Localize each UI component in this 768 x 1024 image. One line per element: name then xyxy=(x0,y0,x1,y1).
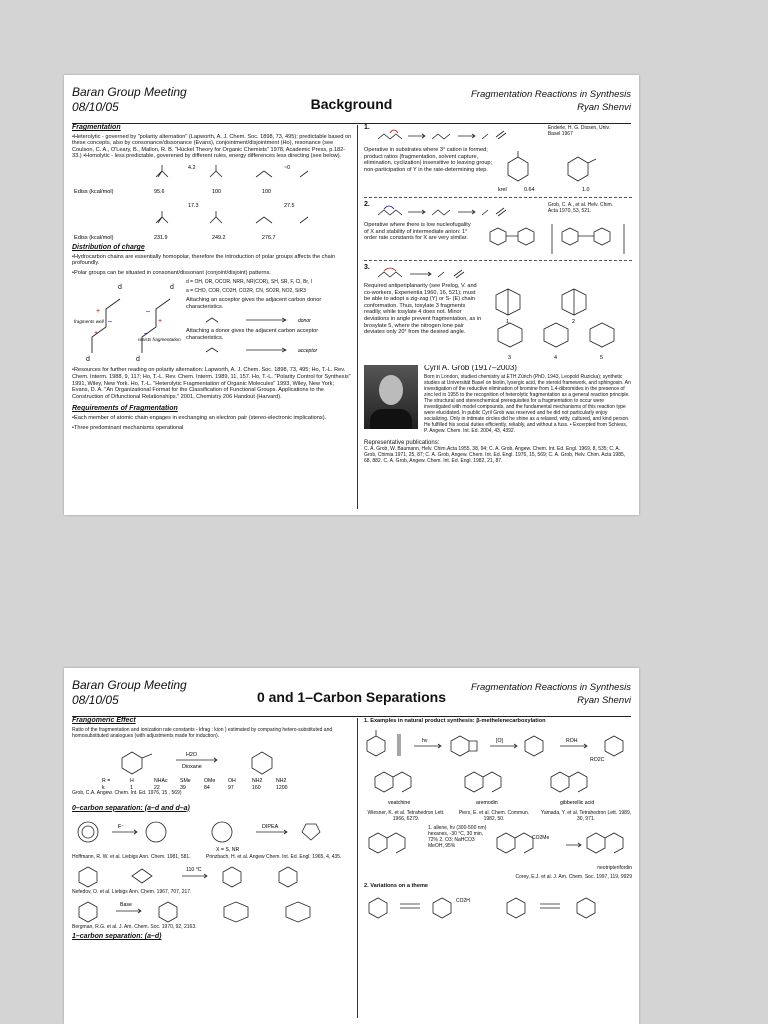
topic-title: Fragmentation Reactions in Synthesis xyxy=(471,89,631,100)
compound-label-3: 3 xyxy=(508,355,511,361)
page-header xyxy=(72,676,631,717)
requirements-text-1: •Each member of atomic chain engages in exchanging an electron pair (stereo-electronic implications). xyxy=(72,414,327,421)
oxidation-label: [O] xyxy=(496,737,503,744)
natural-products-figure xyxy=(364,764,632,810)
reagent-bottom: Dioxane xyxy=(182,763,202,770)
svg-text:1: 1 xyxy=(130,784,133,790)
page-background xyxy=(64,75,639,515)
mechanism-2 xyxy=(364,202,632,222)
mid-val-2: 27.5 xyxy=(284,202,295,209)
acceptor-effect-text: Attaching an acceptor gives the adjacent carbon donor characteristics. xyxy=(186,297,322,310)
svg-text:+: + xyxy=(94,330,99,338)
svg-text:–: – xyxy=(144,330,148,338)
top-val-1: 4.2 xyxy=(188,164,196,171)
grob-title: Cyril A. Grob (1917–2003) xyxy=(424,365,517,372)
donor-scheme xyxy=(186,314,336,326)
svg-text:SMe: SMe xyxy=(180,777,191,784)
meeting-date: 08/10/05 xyxy=(72,693,119,707)
zero-carbon-scheme-3 xyxy=(72,898,352,924)
ref-yamada: Yamada, Y. et al. Tetrahedron Lett. 1989, 30, 971. xyxy=(540,809,632,822)
mechanism-1-examples xyxy=(498,147,628,193)
frangomeric-ref: Grob, C.A. Angew. Chem. Int. Ed. 1976, 15 , 569) xyxy=(72,789,182,796)
ref-wiesner: Wiesner, K. et al. Tetrahedron Lett. 1966, 6279. xyxy=(367,809,445,822)
mechanism-2-text: Operative where there is low nucleofugality of X and stability of intermediate anion: 1° order rate constants for X are very similar. xyxy=(364,222,471,242)
right-column xyxy=(364,125,632,467)
charge-text-1: •Hydrocarbon chains are essentially homopolar, therefore the introduction of polar groups affects the chain profoundly. xyxy=(72,253,336,267)
acceptor-word: acceptor xyxy=(298,348,318,355)
mechanism-2-scheme xyxy=(374,202,544,222)
resists-fragmentation-label: resists fragmentation xyxy=(138,337,181,343)
mid-val-1: 17.3 xyxy=(188,202,199,209)
variations-scheme xyxy=(364,892,632,920)
ediss-label-2: Ediss (kcal/mol) xyxy=(74,234,114,241)
donor-effect-text: Attaching a donor gives the adjacent carbon acceptor characteristics. xyxy=(186,328,319,341)
zero-carbon-scheme-1 xyxy=(72,814,352,854)
left-column xyxy=(72,125,352,434)
svg-text:39: 39 xyxy=(180,784,186,790)
reaction-steps: 1. allene, hν (300-500 nm) hexanes, -30 °C, 30 min, 72% 2. O3; NaHCO3 MeOH, 95% xyxy=(428,824,487,849)
requirements-text-2: •Three predominant mechanisms operational xyxy=(72,424,184,431)
base-label: Base xyxy=(120,902,132,909)
donor-definition: d = OH, OR, OCOR, NRR, NR(COR), SH, SR, F, Cl, Br, I xyxy=(186,279,312,286)
ref-nefedov: Nefedov, O. et al. Liebigs Ann. Chem. 1967, 707, 217. xyxy=(72,889,192,896)
row2-val-3: 276.7 xyxy=(262,234,276,241)
mechanism-3-text: Required antiperiplanarity (see Prelog, V. and co-workers, Experientia 1960, 16, 521); must be able to adopt a zig-zag (Y) or S- (E) chain conformation. Thus, tosylate 3 fragments readily, while tosylate 4 does not. Minor deviations in angle prevent fragmentation, as in brosylate 5, where the nitrogen lone pair deviates only 20° from the desired angle. xyxy=(364,283,482,336)
natural-product-refs xyxy=(364,810,632,825)
krel-label: krel xyxy=(498,187,507,193)
row2-val-2: 249.2 xyxy=(212,234,226,241)
page-separations xyxy=(64,668,639,1024)
section-title-requirements: Requirements of Fragmentation xyxy=(72,405,178,413)
intermediate xyxy=(492,825,558,865)
svg-text:–: – xyxy=(146,308,150,316)
mechanism-3-detail xyxy=(364,283,632,363)
mechanism-2-number: 2. xyxy=(364,201,370,208)
ref-bergman: Bergman, R.G. et al. J. Am. Chem. Soc. 1970, 92, 2163. xyxy=(72,924,197,931)
zero-carbon-scheme-2 xyxy=(72,863,352,889)
ref-piers: Piers, E. et al. Chem. Commun. 1982, 50. xyxy=(458,809,530,822)
section-title-charge: Distribution of charge xyxy=(72,243,145,251)
reagent-dipea: DIPEA xyxy=(262,824,279,831)
mechanism-1-ref: Enderle, H. G. Dissen, Univ. Basel 1967 xyxy=(547,125,610,137)
ro2c-label: RO2C xyxy=(590,756,605,763)
author-name: Ryan Shenvi xyxy=(577,102,631,113)
svg-text:d: d xyxy=(118,284,122,292)
grob-portrait xyxy=(364,365,418,429)
mechanism-2-ref: Grob, C. A., et al. Helv. Chim. Acta 1970, 53, 521. xyxy=(547,202,614,214)
grob-text: Born in London, studied chemistry at ETH Zürich (PhD, 1943, Leopold Ruzicka); synthetic studies at Universität Basel on biotin, lysergic acid, the steroid framework, and sphingosin. An investigation of the reductive elimination of bromine from 1,4-dibromides in the presence of zinc led in 1955 to the recognition of heterolytic fragmentation as a general reaction principle. The structural and stereochemical prerequisites for a fragmentation to occur were investigated with model compounds, and the fundamental mechanisms of this reaction type were elucidated. In public Cyril Grob was reserved and he did not particularly enjoy socializing. Only in intimate circles did he shine as a relaxed, witty, cultured, and kind person. He fulfilled his social duties efficiently, reliably, and without a fuss. • Excerpted from Schiess, P. Angew. Chem. Int. Ed. 2004, 43, 4392. xyxy=(424,373,631,434)
svg-text:d: d xyxy=(86,356,90,364)
hv-label: hν xyxy=(422,737,428,744)
grob-biography xyxy=(364,365,632,437)
frangomeric-scheme xyxy=(72,742,352,790)
left-column xyxy=(72,718,352,943)
separator xyxy=(364,197,632,198)
krel-val-2: 1.0 xyxy=(582,187,590,193)
energy-structures-figure xyxy=(72,163,352,245)
svg-text:R =: R = xyxy=(102,777,111,784)
natural-product-title: 1. Examples in natural product synthesis: β-methelenecarboxylation xyxy=(364,718,546,724)
compound-label-4: 4 xyxy=(554,355,557,361)
ref-hoffmann: Hoffmann, R. W. et al. Liebigs Ann. Chem. 1981, 581. xyxy=(72,854,191,861)
svg-text:22: 22 xyxy=(154,784,160,790)
compound-label-1: 1 xyxy=(506,319,509,325)
section-title-fragmentation: Fragmentation xyxy=(72,124,121,131)
natural-name-3: gibberellic acid xyxy=(560,799,595,806)
mechanism-2-detail xyxy=(364,222,632,256)
svg-text:NH2: NH2 xyxy=(252,777,263,784)
natural-name-1: veatchine xyxy=(388,799,411,806)
mechanism-3 xyxy=(364,265,632,283)
resources-text: •Resources for further reading on polarity alternation: Lapworth, A. J. Chem. Soc. 1898, 73, 495; Ho, T.-L. Rev. Chem. Interm. 1988, 9, 117; Ho, T.-L. Rev. Chem. Interm. 1989, 11, 157. Ho, T.-L. "Polarity Control for Synthesis" 1991, Wiley, New York. Ho, T.-L. "Heterolytic Fragmentation of Organic Molecules" 1993, Wiley, New York; Evans, D. A. "An Organizational Format for the Classification of Functional Groups. Applications to the Construction of Difunctional Relationships." 2001, Chemistry 206 Handout (Harvard). xyxy=(72,367,351,400)
zero-carbon-refs-1 xyxy=(72,854,352,863)
svg-text:NH2: NH2 xyxy=(276,777,287,784)
x-label: X = S, NR xyxy=(216,847,240,854)
mechanism-1-number: 1. xyxy=(364,124,370,131)
product-ref: Corey, E.J. et al. J. Am. Chem. Soc. 1997, 119, 9929 xyxy=(515,873,632,880)
donor-word: donor xyxy=(298,317,311,324)
svg-text:84: 84 xyxy=(204,784,210,790)
mechanism-3-examples xyxy=(486,283,631,363)
svg-text:d: d xyxy=(170,284,174,292)
page-header xyxy=(72,83,631,124)
group-meeting-title: Baran Group Meeting xyxy=(72,85,187,99)
row1-val-2: 100 xyxy=(212,188,221,195)
compound-label-5: 5 xyxy=(600,355,603,361)
polarity-chains-figure xyxy=(72,279,182,363)
svg-text:NHAc: NHAc xyxy=(154,777,168,784)
svg-text:+: + xyxy=(158,318,163,326)
pubs-text: C. A. Grob, W. Baumann, Helv. Chim.Acta 1955, 38, 94; C. A. Grob, Angew. Chem. Int. Ed. Engl. 1969, 8, 535; C. A. Grob, Chimia 1971, 25, 87; C. A. Grob, Angew. Chem. Int. Ed. Engl. 1976, 15, 569; C. A. Grob, Helv. Chim. Acta 1985, 68, 882. C. A. Grob, Angew. Chem. Int. Ed. Engl. 1982, 21, 87. xyxy=(364,446,626,465)
reagent-top: H2O xyxy=(186,751,198,758)
section-title-zero-carbon: 0–carbon separation: (a–d and d–a) xyxy=(72,804,190,812)
temp-label: 110 °C xyxy=(186,867,202,874)
r-label-row xyxy=(102,778,286,784)
fragments-well-label: fragments well xyxy=(74,319,104,325)
natural-name-2: aremodin xyxy=(476,799,498,806)
krel-val-1: 0.64 xyxy=(524,187,535,193)
meeting-date: 08/10/05 xyxy=(72,100,119,114)
product-name: neotripterifordin xyxy=(597,864,632,871)
svg-text:1200: 1200 xyxy=(276,784,288,790)
page-title: Background xyxy=(310,96,393,112)
column-divider xyxy=(357,718,358,1018)
mechanism-1-text: Operative in substrates where 3° cation is formed; product ratios (fragmentation, solvent capture, elimination, cyclization) insensitive to leaving group; non-participation of Y in the rate-determining step. xyxy=(364,147,493,173)
top-val-2: ~0 xyxy=(284,164,291,171)
section-title-one-carbon: 1–carbon separation: (a–d) xyxy=(72,933,162,941)
svg-text:OH: OH xyxy=(228,777,236,784)
mechanism-1-scheme xyxy=(374,125,544,147)
section-title-frangomeric: Frangomeric Effect xyxy=(72,717,136,724)
starting-material xyxy=(364,825,424,865)
svg-text:+: + xyxy=(96,308,101,316)
svg-text:H: H xyxy=(130,777,134,784)
frangomeric-text: Ratio of the fragmentation and ionization rate constants - kfrag : kion ) estimated by comparing hetero-substituted and homosubstituted analogues (with adjustments made for induction). xyxy=(72,726,333,739)
product xyxy=(562,825,632,865)
mechanism-3-scheme xyxy=(374,265,504,283)
svg-text:97: 97 xyxy=(228,784,234,790)
co2me-label: CO2Me xyxy=(532,834,550,841)
ediss-label-1: Ediss (kcal/mol) xyxy=(74,188,114,195)
group-meeting-title: Baran Group Meeting xyxy=(72,678,187,692)
reagent-fluoride: F⁻ xyxy=(118,824,125,831)
compound-label-2: 2 xyxy=(572,319,575,325)
charge-figure-row xyxy=(72,279,352,363)
mechanism-1 xyxy=(364,125,632,147)
separator xyxy=(364,260,632,261)
pubs-title: Representative publications: xyxy=(364,439,440,446)
co2h-label: CO2H xyxy=(456,898,470,905)
fragmentation-text: •Heterolytic - governed by "polarity alternation" (Lapworth, A. J. Chem. Soc. 1898, 73, 495): predictable based on these concepts, also by consonance/dissonance (Evans), conjointment/disjointment (Ho), resonance (see Coulson, C. A., O'Leary, B., Mallon, R. B. "Hückel Theory for Organic Chemists" 1978, Academic Press, p.182-33.) •Homolytic - less predictable, goverened by different rules, energy differences less directing (see below). xyxy=(72,133,352,160)
page-title: 0 and 1–Carbon Separations xyxy=(256,689,447,705)
neotripterifordin-scheme xyxy=(364,825,632,865)
acceptor-scheme xyxy=(186,344,336,356)
svg-text:k: k xyxy=(102,784,105,790)
ref-prinzbach: Prinzbach, H. et al. Angew Chem. Int. Ed. Engl. 1965, 4, 435. xyxy=(206,854,342,861)
methylene-carboxylation-scheme xyxy=(364,728,632,764)
mechanism-3-number: 3. xyxy=(364,264,370,271)
right-column xyxy=(364,718,632,920)
row2-val-1: 231.9 xyxy=(154,234,168,241)
column-divider xyxy=(357,125,358,509)
charge-text-2: •Polar groups can be situated in consonant/dissonant (conjoint/disjoint) patterns. xyxy=(72,269,271,276)
acceptor-definition: a = CHO, COR, CO2H, CO2R, CN, SO2R, NO2, SiR3 xyxy=(186,288,306,295)
svg-text:–: – xyxy=(108,318,112,326)
roh-label: ROH xyxy=(566,737,578,744)
row1-val-3: 100 xyxy=(262,188,271,195)
row1-val-1: 95.6 xyxy=(154,188,165,195)
polarity-definitions xyxy=(186,279,352,359)
svg-text:OMe: OMe xyxy=(204,777,216,784)
svg-text:d: d xyxy=(136,356,140,364)
mechanism-2-examples xyxy=(478,222,628,256)
topic-title: Fragmentation Reactions in Synthesis xyxy=(471,682,631,693)
author-name: Ryan Shenvi xyxy=(577,695,631,706)
mechanism-1-detail xyxy=(364,147,632,193)
variations-title: 2. Variations on a theme xyxy=(364,882,429,889)
svg-text:160: 160 xyxy=(252,784,261,790)
